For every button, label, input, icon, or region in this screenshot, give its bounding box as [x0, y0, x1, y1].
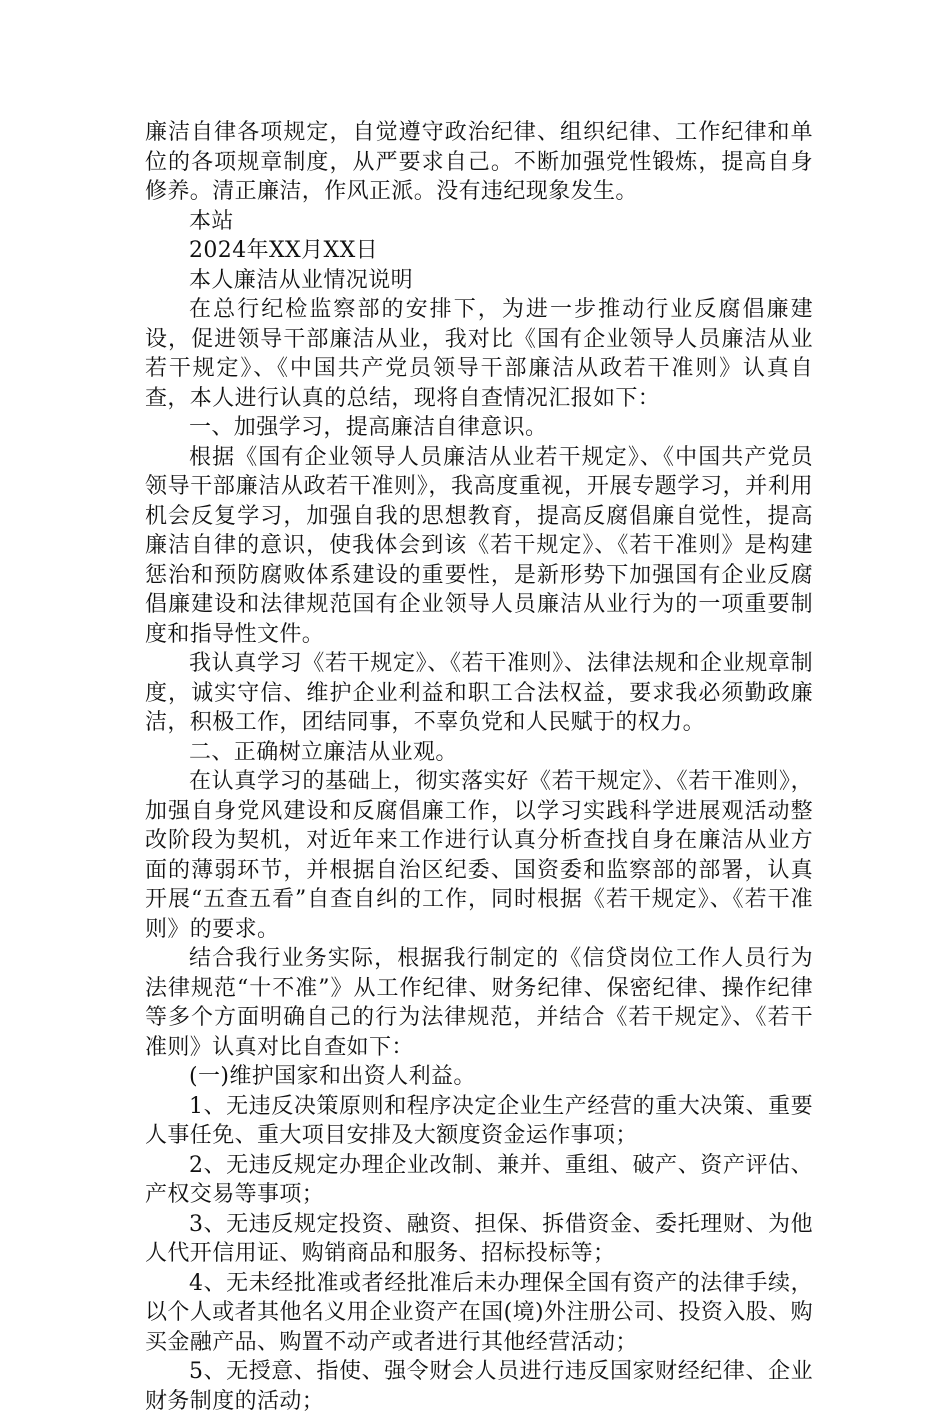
- list-item: 5、无授意、指使、强令财会人员进行违反国家财经纪律、企业财务制度的活动；: [145, 1359, 813, 1414]
- subsection-heading: (一)维护国家和出资人利益。: [189, 1064, 476, 1089]
- list-item: 4、无未经批准或者经批准后未办理保全国有资产的法律手续，以个人或者其他名义用企业资产在国(境)外注册公司、投资入股、购买金融产品、购置不动产或者进行其他经营活动；: [145, 1270, 813, 1355]
- list-item: 2、无违反规定办理企业改制、兼并、重组、破产、资产评估、产权交易等事项；: [145, 1152, 813, 1207]
- signature-source: 本站: [189, 208, 234, 234]
- document-title: 本人廉洁从业情况说明: [189, 267, 414, 293]
- list-item: 3、无违反规定投资、融资、担保、拆借资金、委托理财、为他人代开信用证、购销商品和服务、招标投标等；: [145, 1211, 813, 1266]
- signature-date: 2024年XX月XX日: [189, 238, 379, 263]
- list-item: 1、无违反决策原则和程序决定企业生产经营的重大决策、重要人事任免、重大项目安排及大额度资金运作事项；: [145, 1093, 813, 1148]
- paragraph: 在总行纪检监察部的安排下，为进一步推动行业反腐倡廉建设，促进领导干部廉洁从业，我对比《国有企业领导人员廉洁从业若干规定》、《中国共产党员领导干部廉洁从政若干准则》认真自查，本人进行认真的总结，现将自查情况汇报如下：: [145, 297, 813, 411]
- paragraph: 我认真学习《若干规定》、《若干准则》、法律法规和企业规章制度，诚实守信、维护企业利益和职工合法权益，要求我必须勤政廉洁，积极工作，团结同事，不辜负党和人民赋于的权力。: [145, 651, 813, 735]
- paragraph: 结合我行业务实际，根据我行制定的《信贷岗位工作人员行为法律规范“十不准”》从工作纪律、财务纪律、保密纪律、操作纪律等多个方面明确自己的行为法律规范，并结合《若干规定》、《若干准则》认真对比自查如下：: [145, 946, 813, 1060]
- document-body: [145, 118, 813, 1416]
- paragraph: 廉洁自律各项规定，自觉遵守政治纪律、组织纪律、工作纪律和单位的各项规章制度，从严要求自己。不断加强党性锻炼，提高自身修养。清正廉洁，作风正派。没有违纪现象发生。: [145, 120, 813, 204]
- paragraph: 在认真学习的基础上，彻实落实好《若干规定》、《若干准则》，加强自身党风建设和反腐倡廉工作，以学习实践科学进展观活动整改阶段为契机，对近年来工作进行认真分析查找自身在廉洁从业方面的薄弱环节，并根据自治区纪委、国资委和监察部的部署，认真开展“五查五看”自查自纠的工作，同时根据《若干规定》、《若干准则》的要求。: [145, 769, 813, 942]
- section-heading: 一、加强学习，提高廉洁自律意识。: [189, 415, 548, 440]
- section-heading: 二、正确树立廉洁从业观。: [189, 739, 458, 765]
- paragraph: 根据《国有企业领导人员廉洁从业若干规定》、《中国共产党员领导干部廉洁从政若干准则》，我高度重视，开展专题学习，并利用机会反复学习，加强自我的思想教育，提高反腐倡廉自觉性，提高廉洁自律的意识，使我体会到该《若干规定》、《若干准则》是构建惩治和预防腐败体系建设的重要性，是新形势下加强国有企业反腐倡廉建设和法律规范国有企业领导人员廉洁从业行为的一项重要制度和指导性文件。: [145, 444, 813, 647]
